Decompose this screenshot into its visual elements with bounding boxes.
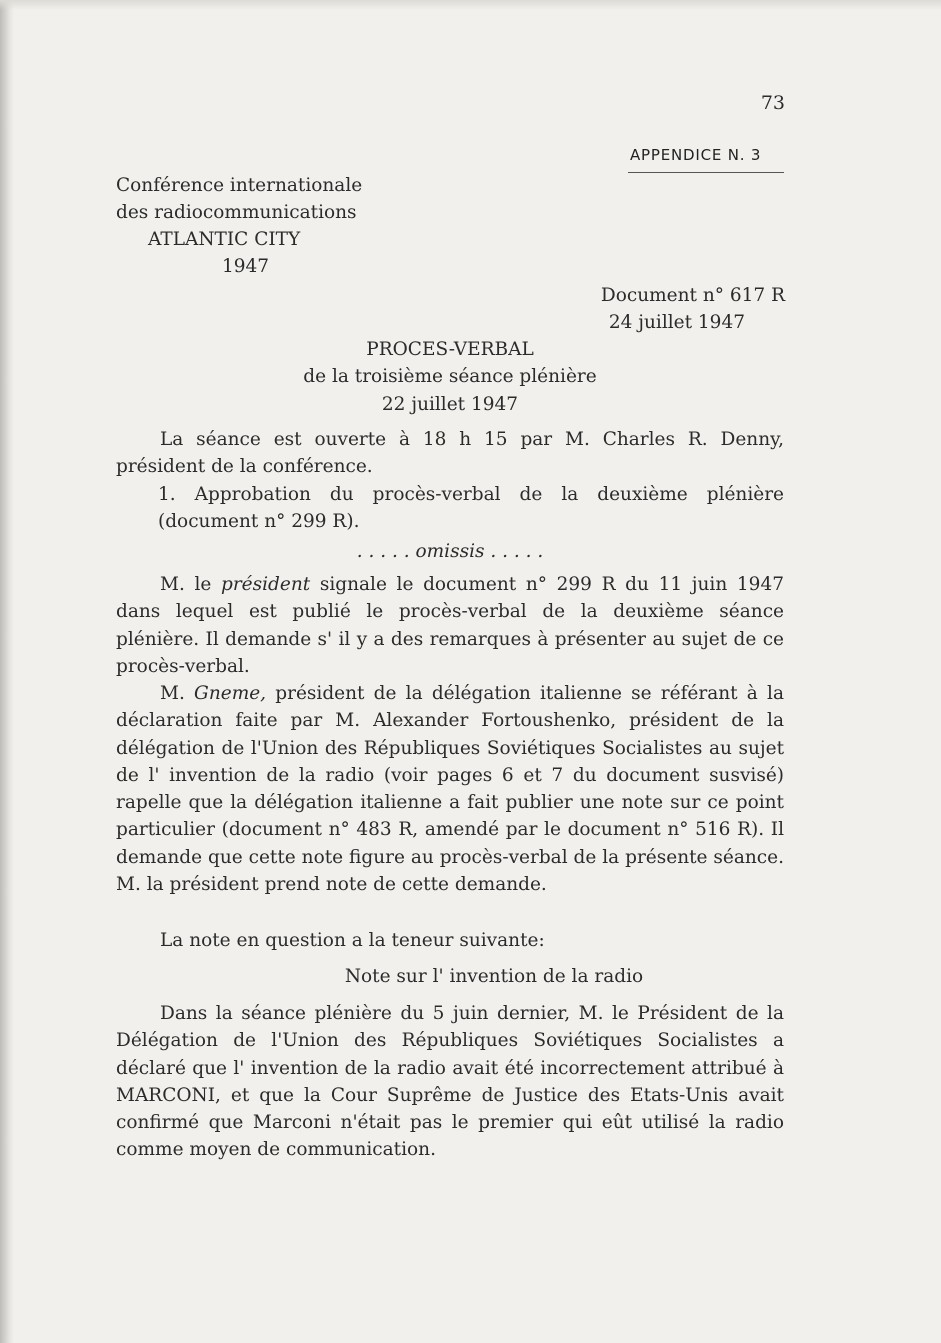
p2-name: Gneme, (194, 683, 267, 704)
title-seance: de la troisième séance plénière (303, 366, 597, 387)
title-date: 22 juillet 1947 (381, 394, 519, 415)
page-edge-shadow (0, 0, 14, 1343)
p1-name: président (221, 574, 311, 595)
p1-text: signale le document n° 299 R du 11 juin 1947 dans lequel est publié le procès-verbal de la deuxième séance plénière. Il demande s' il y a des remarques à présenter au sujet de ce procès-verbal. (116, 574, 784, 677)
paragraph-opening: La séance est ouverte à 18 h 15 par M. Charles R. Denny, président de la conférence. (116, 429, 784, 478)
header-location: ATLANTIC CITY (148, 229, 301, 250)
paragraph-note-intro: La note en question a la teneur suivante: (160, 930, 545, 951)
p1-prefix: M. le (160, 574, 221, 595)
document-number: Document n° 617 R (600, 285, 785, 306)
paragraph-note-body: Dans la séance plénière du 5 juin dernier, M. le Président de la Délégation de l'Union des Républiques Soviétiques Socialistes a déclaré que l' invention de la radio avait été incorrectement attribué à MARCONI, et que la Cour Suprême de Justice des Etats-Unis avait confirmé que Marconi n'était pas le premier qui eût utilisé la radio comme moyen de communication. (116, 1003, 784, 1161)
document-date: 24 juillet 1947 (608, 312, 745, 333)
title-proces-verbal: PROCES-VERBAL (366, 339, 534, 360)
omissis: . . . . . omissis . . . . . (356, 541, 544, 562)
paragraph-president (116, 571, 784, 680)
header-radiocommunications: des radiocommunications (116, 202, 357, 223)
note-title: Note sur l' invention de la radio (344, 966, 644, 987)
appendix-underline (628, 172, 784, 173)
header-conference: Conférence internationale (116, 175, 363, 196)
agenda-item-1: 1. Approbation du procès-verbal de la deuxième plénière (document n° 299 R). (158, 484, 784, 533)
page-number: 73 (760, 92, 785, 114)
page-top-shadow (0, 0, 941, 10)
paragraph-gneme (116, 680, 784, 898)
p2-text: président de la délégation italienne se référant à la déclaration faite par M. Alexander Fortoushenko, président de la délégation de l'Union des Républiques Soviétiques Socialistes au sujet de l' invention de la radio (voir pages 6 et 7 du document susvisé) rapelle que la délégation italienne a fait publier une note sur ce point particulier (document n° 483 R, amendé par le document n° 516 R). Il demande que cette note figure au procès-verbal de la présente séance. M. la président prend note de cette demande. (116, 683, 784, 896)
appendix-label: APPENDICE N. 3 (630, 146, 762, 164)
header-year: 1947 (222, 256, 270, 277)
p2-prefix: M. (160, 683, 195, 704)
